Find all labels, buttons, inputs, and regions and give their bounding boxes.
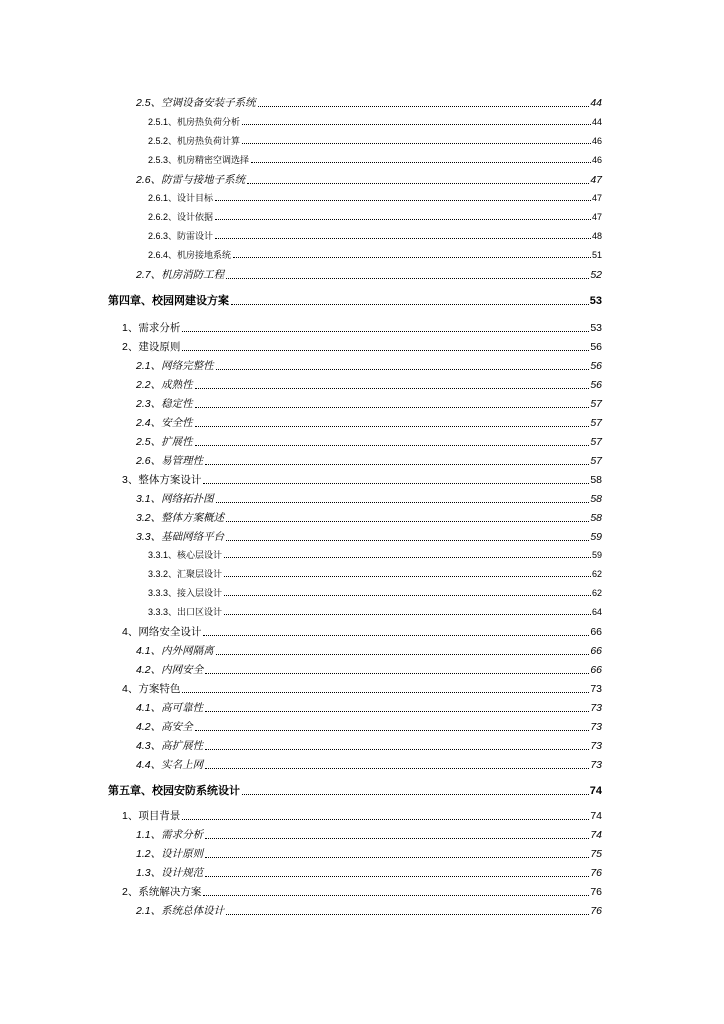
toc-entry-title: 2、建设原则 [122,341,181,353]
toc-page-number: 76 [590,905,602,917]
toc-dot-leader [242,124,591,125]
toc-entry[interactable] [136,760,602,771]
toc-dot-leader [224,576,591,577]
toc-dot-leader [242,143,591,144]
toc-entry-title: 4.2、高安全 [136,721,193,733]
toc-entry[interactable] [148,156,602,165]
toc-chapter-entry[interactable] [108,296,602,307]
toc-dot-leader [226,521,589,522]
toc-dot-leader [251,162,591,163]
toc-dot-leader [224,595,591,596]
toc-entry-title: 3.3.2、汇聚层设计 [148,569,223,579]
toc-entry-title: 4.3、高扩展性 [136,740,204,752]
toc-dot-leader [203,635,589,636]
toc-entry[interactable] [136,906,602,917]
toc-dot-leader [195,407,590,408]
toc-dot-leader [203,895,589,896]
toc-dot-leader [215,200,591,201]
toc-entry-title: 2.1、系统总体设计 [136,905,225,917]
toc-entry-title: 2.5.3、机房精密空调选择 [148,155,250,165]
toc-entry[interactable] [122,887,602,898]
toc-entry-title: 2.6、易管理性 [136,455,204,467]
toc-entry[interactable] [136,494,602,505]
toc-page-number: 73 [590,702,602,714]
toc-page-number: 46 [591,155,602,165]
toc-page-number: 74 [590,829,602,841]
toc-dot-leader [205,464,589,465]
toc-entry-title: 2.7、机房消防工程 [136,269,225,281]
toc-page-number: 73 [590,759,602,771]
toc-entry-title: 3.3.3、出口区设计 [148,607,223,617]
toc-page-number: 52 [590,269,602,281]
toc-dot-leader [258,106,590,107]
toc-entry-title: 1、项目背景 [122,810,181,822]
toc-entry[interactable] [148,194,602,203]
toc-dot-leader [205,768,589,769]
toc-entry[interactable] [136,361,602,372]
toc-entry-title: 2.1、网络完整性 [136,360,214,372]
toc-entry[interactable] [136,513,602,524]
toc-page-number: 57 [590,398,602,410]
toc-entry[interactable] [136,399,602,410]
toc-entry[interactable] [122,323,602,334]
toc-chapter-entry[interactable] [108,786,602,797]
toc-dot-leader [182,692,589,693]
toc-entry[interactable] [122,475,602,486]
toc-dot-leader [231,304,589,305]
toc-entry[interactable] [148,608,602,617]
toc-entry-title: 4.4、实名上网 [136,759,204,771]
toc-entry[interactable] [136,456,602,467]
toc-page-number: 59 [591,550,602,560]
toc-entry-title: 2.6.4、机房接地系统 [148,250,232,260]
toc-page-number: 76 [590,886,602,898]
toc-entry[interactable] [136,646,602,657]
toc-page-number: 56 [590,379,602,391]
toc-entry[interactable] [136,665,602,676]
toc-page-number: 73 [590,721,602,733]
toc-dot-leader [226,278,589,279]
toc-page-number: 73 [590,740,602,752]
toc-dot-leader [216,369,590,370]
toc-entry-title: 2、系统解决方案 [122,886,202,898]
toc-page-number: 44 [591,117,602,127]
toc-dot-leader [195,730,590,731]
toc-dot-leader [226,540,589,541]
toc-entry[interactable] [148,118,602,127]
toc-entry-title: 2.5、空调设备安装子系统 [136,97,256,109]
toc-entry-title: 2.5、扩展性 [136,436,193,448]
toc-entry[interactable] [136,175,602,186]
toc-entry-title: 4.1、内外网隔离 [136,645,214,657]
toc-entry-title: 第四章、校园网建设方案 [108,295,229,307]
toc-entry[interactable] [136,741,602,752]
toc-page-number: 47 [590,174,602,186]
toc-dot-leader [205,876,589,877]
toc-page-number: 57 [590,436,602,448]
toc-entry[interactable] [136,270,602,281]
toc-entry[interactable] [136,437,602,448]
toc-entry-title: 1.1、需求分析 [136,829,204,841]
toc-page-number: 51 [591,250,602,260]
toc-dot-leader [205,711,589,712]
toc-entry-title: 4、网络安全设计 [122,626,202,638]
toc-entry-title: 4.1、高可靠性 [136,702,204,714]
toc-dot-leader [216,654,590,655]
toc-entry[interactable] [136,868,602,879]
toc-entry-title: 1、需求分析 [122,322,181,334]
toc-entry-title: 1.2、设计原则 [136,848,204,860]
toc-entry-title: 2.5.2、机房热负荷计算 [148,136,241,146]
toc-entry-title: 3.3.1、核心层设计 [148,550,223,560]
toc-dot-leader [182,350,589,351]
toc-page-number: 75 [590,848,602,860]
toc-entry[interactable] [122,811,602,822]
toc-page-number: 57 [590,417,602,429]
toc-entry[interactable] [148,551,602,560]
toc-entry-title: 3.2、整体方案概述 [136,512,225,524]
toc-entry[interactable] [148,232,602,241]
toc-page-number: 73 [590,683,602,695]
toc-entry[interactable] [148,251,602,260]
toc-entry-title: 2.6.1、设计目标 [148,193,214,203]
toc-page-number: 48 [591,231,602,241]
toc-entry[interactable] [136,830,602,841]
toc-entry[interactable] [136,849,602,860]
toc-entry-title: 2.4、安全性 [136,417,193,429]
toc-entry-title: 第五章、校园安防系统设计 [108,785,240,797]
toc-entry[interactable] [148,589,602,598]
toc-entry[interactable] [148,570,602,579]
toc-entry-title: 4.2、内网安全 [136,664,204,676]
toc-page-number: 59 [590,531,602,543]
toc-entry-title: 3、整体方案设计 [122,474,202,486]
toc-page-number: 58 [590,512,602,524]
toc-page-number: 57 [590,455,602,467]
toc-entry[interactable] [122,342,602,353]
toc-entry[interactable] [136,380,602,391]
toc-page-number: 74 [590,810,602,822]
toc-dot-leader [216,502,590,503]
toc-dot-leader [242,794,589,795]
toc-entry-title: 2.6.3、防雷设计 [148,231,214,241]
toc-entry-title: 3.1、网络拓扑图 [136,493,214,505]
toc-page-number: 58 [590,474,602,486]
toc-page-number: 47 [591,193,602,203]
toc-entry[interactable] [136,722,602,733]
toc-dot-leader [233,257,591,258]
toc-entry[interactable] [136,532,602,543]
toc-entry[interactable] [148,213,602,222]
toc-entry-title: 2.3、稳定性 [136,398,193,410]
toc-page-number: 62 [591,569,602,579]
toc-entry[interactable] [148,137,602,146]
toc-page-number: 47 [591,212,602,222]
toc-dot-leader [205,838,589,839]
toc-dot-leader [226,914,589,915]
toc-dot-leader [205,857,589,858]
toc-dot-leader [195,426,590,427]
toc-dot-leader [182,331,589,332]
toc-dot-leader [205,673,589,674]
toc-entry-title: 2.5.1、机房热负荷分析 [148,117,241,127]
toc-dot-leader [205,749,589,750]
toc-entry[interactable] [136,703,602,714]
toc-dot-leader [247,183,589,184]
toc-page-number: 76 [590,867,602,879]
toc-page-number: 56 [590,341,602,353]
toc-page-number: 58 [590,493,602,505]
toc-entry-title: 3.3.3、接入层设计 [148,588,223,598]
toc-entry[interactable] [136,98,602,109]
toc-page-number: 66 [590,626,602,638]
toc-entry-title: 2.6、防雷与接地子系统 [136,174,246,186]
toc-page-number: 56 [590,360,602,372]
toc-page-number: 62 [591,588,602,598]
toc-page-number: 66 [590,664,602,676]
toc-dot-leader [224,557,591,558]
toc-page-number: 66 [590,645,602,657]
toc-page-number: 74 [589,785,602,797]
toc-dot-leader [195,445,590,446]
toc-entry[interactable] [122,627,602,638]
toc-dot-leader [182,819,589,820]
toc-dot-leader [224,614,591,615]
toc-entry-title: 2.6.2、设计依据 [148,212,214,222]
toc-entry[interactable] [136,418,602,429]
toc-entry-title: 2.2、成熟性 [136,379,193,391]
toc-dot-leader [215,219,591,220]
toc-dot-leader [195,388,590,389]
toc-entry[interactable] [122,684,602,695]
toc-entry-title: 1.3、设计规范 [136,867,204,879]
toc-page-number: 53 [590,322,602,334]
toc-page-number: 53 [589,295,602,307]
toc-entry-title: 3.3、基础网络平台 [136,531,225,543]
toc-page-number: 64 [591,607,602,617]
toc-page-number: 44 [590,97,602,109]
toc-page-number: 46 [591,136,602,146]
toc-dot-leader [203,483,589,484]
toc-dot-leader [215,238,591,239]
toc-entry-title: 4、方案特色 [122,683,181,695]
